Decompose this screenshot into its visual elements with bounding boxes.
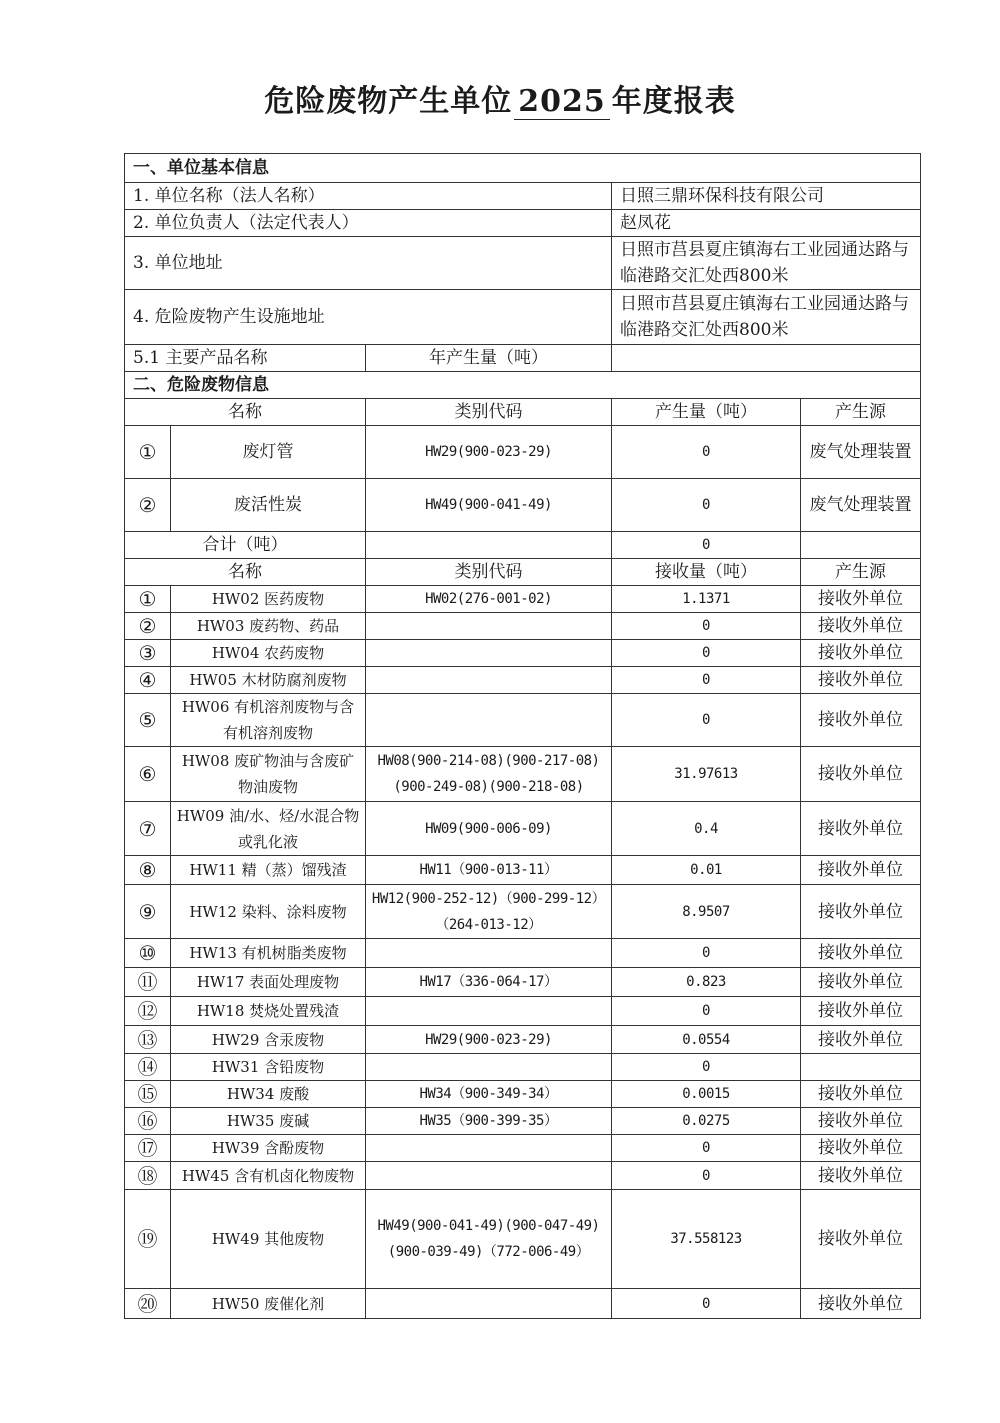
- received-row: [125, 586, 921, 613]
- product-row: [125, 345, 921, 372]
- waste-source: 接收外单位: [801, 747, 921, 802]
- waste-name: HW03 废药物、药品: [171, 613, 366, 640]
- waste-source: [801, 1054, 921, 1081]
- row-index: ⑮: [125, 1081, 171, 1108]
- waste-code: HW12(900-252-12)（900-299-12）（264-013-12）: [366, 885, 612, 939]
- title-prefix: 危险废物产生单位: [264, 84, 513, 119]
- waste-name: HW02 医药废物: [171, 586, 366, 613]
- waste-source: 废气处理装置: [801, 426, 921, 479]
- info-value: 日照市莒县夏庄镇海右工业园通达路与临港路交汇处西800米: [612, 290, 921, 345]
- waste-name: HW18 焚烧处置残渣: [171, 997, 366, 1026]
- section1-header-row: [125, 154, 921, 183]
- info-value: 赵凤花: [612, 210, 921, 237]
- row-index: ①: [125, 586, 171, 613]
- col-qty-header: 接收量（吨）: [612, 559, 801, 586]
- waste-qty: 0.0275: [612, 1108, 801, 1135]
- received-row: [125, 968, 921, 997]
- col-qty-header: 产生量（吨）: [612, 399, 801, 426]
- row-index: ⑨: [125, 885, 171, 939]
- row-index: ⑫: [125, 997, 171, 1026]
- row-index: ⑰: [125, 1135, 171, 1162]
- product-label: 5.1 主要产品名称: [125, 345, 366, 372]
- total-spacer: [366, 532, 612, 559]
- row-index: ⑯: [125, 1108, 171, 1135]
- received-row: [125, 667, 921, 694]
- waste-code: [366, 1054, 612, 1081]
- waste-source: 接收外单位: [801, 856, 921, 885]
- info-row: [125, 183, 921, 210]
- col-source-header: 产生源: [801, 399, 921, 426]
- waste-qty: 0: [612, 997, 801, 1026]
- product-value: [612, 345, 921, 372]
- row-index: ⑦: [125, 802, 171, 856]
- waste-qty: 0: [612, 1054, 801, 1081]
- received-row: [125, 640, 921, 667]
- waste-code: HW08(900-214-08)(900-217-08)(900-249-08)(900-218-08): [366, 747, 612, 802]
- waste-source: 接收外单位: [801, 1108, 921, 1135]
- waste-source: 接收外单位: [801, 1081, 921, 1108]
- produced-row: [125, 426, 921, 479]
- waste-source: 接收外单位: [801, 1135, 921, 1162]
- waste-qty: 0: [612, 479, 801, 532]
- waste-source: 接收外单位: [801, 885, 921, 939]
- waste-code: HW35（900-399-35）: [366, 1108, 612, 1135]
- waste-qty: 0: [612, 694, 801, 747]
- waste-code: [366, 694, 612, 747]
- total-source-empty: [801, 532, 921, 559]
- waste-code: HW49(900-041-49)(900-047-49)(900-039-49)（772-006-49）: [366, 1190, 612, 1289]
- waste-code: HW49(900-041-49): [366, 479, 612, 532]
- waste-qty: 0.4: [612, 802, 801, 856]
- received-row: [125, 1190, 921, 1289]
- total-value: 0: [612, 532, 801, 559]
- waste-code: [366, 997, 612, 1026]
- waste-name: HW31 含铅废物: [171, 1054, 366, 1081]
- row-index: ⑪: [125, 968, 171, 997]
- received-row: [125, 613, 921, 640]
- waste-name: HW05 木材防腐剂废物: [171, 667, 366, 694]
- info-row: [125, 237, 921, 290]
- section2-header-row: [125, 372, 921, 399]
- waste-qty: 0: [612, 667, 801, 694]
- waste-source: 接收外单位: [801, 667, 921, 694]
- info-label: 1. 单位名称（法人名称）: [125, 183, 612, 210]
- received-row: [125, 802, 921, 856]
- waste-name: HW09 油/水、烃/水混合物或乳化液: [171, 802, 366, 856]
- title-suffix: 年度报表: [611, 84, 736, 119]
- title-year: 2025: [514, 84, 610, 120]
- waste-source: 接收外单位: [801, 997, 921, 1026]
- waste-qty: 0: [612, 939, 801, 968]
- waste-qty: 0.0015: [612, 1081, 801, 1108]
- waste-code: HW17（336-064-17）: [366, 968, 612, 997]
- waste-code: [366, 1135, 612, 1162]
- report-table: [124, 153, 921, 1319]
- waste-qty: 31.97613: [612, 747, 801, 802]
- received-row: [125, 694, 921, 747]
- section1-header: 一、单位基本信息: [125, 154, 921, 183]
- received-row: [125, 885, 921, 939]
- info-row: [125, 210, 921, 237]
- received-row: [125, 1026, 921, 1054]
- waste-qty: 0: [612, 1289, 801, 1319]
- waste-name: HW12 染料、涂料废物: [171, 885, 366, 939]
- waste-name: HW29 含汞废物: [171, 1026, 366, 1054]
- waste-source: 接收外单位: [801, 640, 921, 667]
- received-row: [125, 856, 921, 885]
- waste-code: [366, 1162, 612, 1190]
- received-row: [125, 1162, 921, 1190]
- info-row: [125, 290, 921, 345]
- waste-qty: 37.558123: [612, 1190, 801, 1289]
- waste-code: HW29(900-023-29): [366, 426, 612, 479]
- waste-source: 接收外单位: [801, 1190, 921, 1289]
- waste-qty: 1.1371: [612, 586, 801, 613]
- row-index: ⑳: [125, 1289, 171, 1319]
- received-row: [125, 997, 921, 1026]
- waste-source: 接收外单位: [801, 694, 921, 747]
- row-index: ⑱: [125, 1162, 171, 1190]
- waste-source: 废气处理装置: [801, 479, 921, 532]
- waste-qty: 8.9507: [612, 885, 801, 939]
- waste-qty: 0: [612, 613, 801, 640]
- row-index: ②: [125, 479, 171, 532]
- row-index: ⑭: [125, 1054, 171, 1081]
- row-index: ⑤: [125, 694, 171, 747]
- waste-name: HW45 含有机卤化物废物: [171, 1162, 366, 1190]
- info-label: 3. 单位地址: [125, 237, 612, 290]
- received-row: [125, 1081, 921, 1108]
- received-header-row: [125, 559, 921, 586]
- waste-source: 接收外单位: [801, 1162, 921, 1190]
- waste-qty: 0: [612, 426, 801, 479]
- waste-qty: 0: [612, 640, 801, 667]
- section2-header: 二、危险废物信息: [125, 372, 921, 399]
- waste-code: [366, 667, 612, 694]
- row-index: ⑥: [125, 747, 171, 802]
- total-row: [125, 532, 921, 559]
- info-value: 日照市莒县夏庄镇海右工业园通达路与临港路交汇处西800米: [612, 237, 921, 290]
- waste-source: 接收外单位: [801, 613, 921, 640]
- waste-name: HW35 废碱: [171, 1108, 366, 1135]
- waste-source: 接收外单位: [801, 586, 921, 613]
- received-row: [125, 939, 921, 968]
- col-source-header: 产生源: [801, 559, 921, 586]
- waste-source: 接收外单位: [801, 1289, 921, 1319]
- waste-source: 接收外单位: [801, 968, 921, 997]
- waste-name: HW39 含酚废物: [171, 1135, 366, 1162]
- waste-name: HW49 其他废物: [171, 1190, 366, 1289]
- info-label: 4. 危险废物产生设施地址: [125, 290, 612, 345]
- row-index: ⑬: [125, 1026, 171, 1054]
- waste-name: 废灯管: [171, 426, 366, 479]
- waste-code: HW34（900-349-34）: [366, 1081, 612, 1108]
- page-title: [0, 76, 1000, 120]
- waste-name: HW50 废催化剂: [171, 1289, 366, 1319]
- waste-source: 接收外单位: [801, 939, 921, 968]
- row-index: ⑩: [125, 939, 171, 968]
- waste-code: HW11（900-013-11）: [366, 856, 612, 885]
- waste-source: 接收外单位: [801, 802, 921, 856]
- produced-row: [125, 479, 921, 532]
- waste-code: [366, 1289, 612, 1319]
- waste-code: [366, 613, 612, 640]
- produced-header-row: [125, 399, 921, 426]
- waste-qty: 0: [612, 1135, 801, 1162]
- row-index: ⑧: [125, 856, 171, 885]
- waste-qty: 0.01: [612, 856, 801, 885]
- waste-qty: 0: [612, 1162, 801, 1190]
- waste-name: HW04 农药废物: [171, 640, 366, 667]
- row-index: ③: [125, 640, 171, 667]
- waste-code: HW29(900-023-29): [366, 1026, 612, 1054]
- row-index: ⑲: [125, 1190, 171, 1289]
- waste-code: HW09(900-006-09): [366, 802, 612, 856]
- info-label: 2. 单位负责人（法定代表人）: [125, 210, 612, 237]
- received-row: [125, 1108, 921, 1135]
- waste-code: [366, 939, 612, 968]
- product-qty-label: 年产生量（吨）: [366, 345, 612, 372]
- col-code-header: 类别代码: [366, 559, 612, 586]
- received-row: [125, 1289, 921, 1319]
- waste-source: 接收外单位: [801, 1026, 921, 1054]
- waste-name: HW34 废酸: [171, 1081, 366, 1108]
- received-row: [125, 1054, 921, 1081]
- waste-qty: 0.0554: [612, 1026, 801, 1054]
- received-row: [125, 747, 921, 802]
- waste-name: HW08 废矿物油与含废矿物油废物: [171, 747, 366, 802]
- col-code-header: 类别代码: [366, 399, 612, 426]
- info-value: 日照三鼎环保科技有限公司: [612, 183, 921, 210]
- waste-name: HW17 表面处理废物: [171, 968, 366, 997]
- row-index: ④: [125, 667, 171, 694]
- waste-code: HW02(276-001-02): [366, 586, 612, 613]
- waste-name: HW06 有机溶剂废物与含有机溶剂废物: [171, 694, 366, 747]
- waste-name: HW13 有机树脂类废物: [171, 939, 366, 968]
- waste-qty: 0.823: [612, 968, 801, 997]
- row-index: ①: [125, 426, 171, 479]
- col-name-header: 名称: [125, 399, 366, 426]
- waste-code: [366, 640, 612, 667]
- waste-name: HW11 精（蒸）馏残渣: [171, 856, 366, 885]
- received-row: [125, 1135, 921, 1162]
- col-name-header: 名称: [125, 559, 366, 586]
- total-label: 合计（吨）: [125, 532, 366, 559]
- row-index: ②: [125, 613, 171, 640]
- waste-name: 废活性炭: [171, 479, 366, 532]
